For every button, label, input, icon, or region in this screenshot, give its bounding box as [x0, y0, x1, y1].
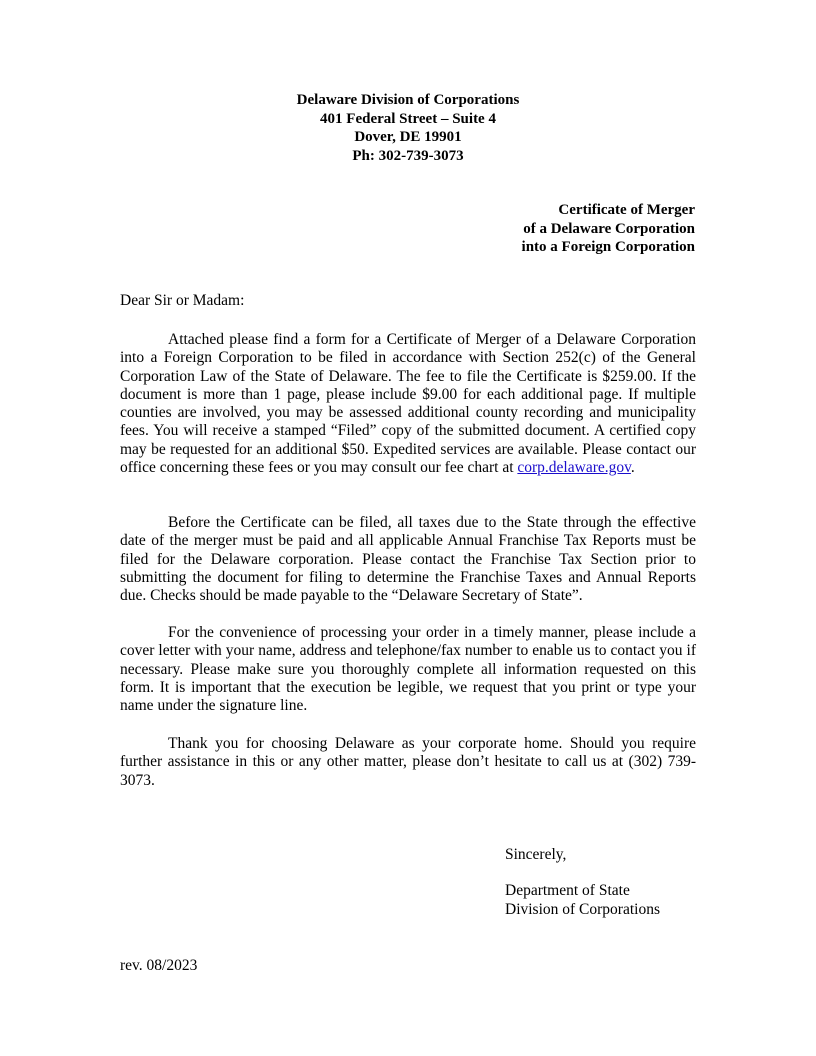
document-title	[522, 201, 695, 257]
closing: Sincerely,	[505, 846, 567, 863]
fee-chart-link[interactable]: corp.delaware.gov	[517, 459, 631, 477]
signature-block	[505, 882, 660, 919]
letterhead-city: Dover, DE 19901	[354, 129, 462, 145]
letterhead	[0, 91, 816, 165]
signature-division: Division of Corporations	[505, 900, 660, 918]
letterhead-org: Delaware Division of Corporations	[296, 92, 520, 108]
signature-dept: Department of State	[505, 882, 630, 899]
paragraph-processing-text: For the convenience of processing your order in a timely manner, please include a cover letter with your name, address and telephone/fax number to enable us to contact you if necessary. Please make sure you thoroughly complete all information requested on this form. It is important that the execution be legible, we request that you print or type your name under the signature line.	[120, 624, 696, 715]
paragraph-thanks-text: Thank you for choosing Delaware as your corporate home. Should you require further assistance in this or any other matter, please don’t hesitate to call us at (302) 739-3073.	[120, 735, 696, 789]
letterhead-street: 401 Federal Street – Suite 4	[320, 110, 496, 127]
paragraph-taxes-text: Before the Certificate can be filed, all taxes due to the State through the effective date of the merger must be paid and all applicable Annual Franchise Tax Reports must be filed for the Delaware corporation. Please contact the Franchise Tax Section prior to submitting the document for filing to determine the Franchise Taxes and Annual Reports due. Checks should be made payable to the “Delaware Secretary of State”.	[120, 514, 696, 605]
paragraph-thanks	[120, 735, 696, 790]
title-line-1: Certificate of Merger	[558, 202, 695, 218]
paragraph-fees-end: .	[630, 459, 635, 477]
title-line-3: into a Foreign Corporation	[521, 239, 695, 255]
paragraph-taxes	[120, 514, 696, 605]
title-line-2: of a Delaware Corporation	[523, 220, 695, 237]
revision-date: rev. 08/2023	[120, 957, 198, 974]
paragraph-fees-text: Attached please find a form for a Certificate of Merger of a Delaware Corporation into a Foreign Corporation to be filed in accordance with Section 252(c) of the General Corporation Law of the State of Delaware. The fee to file the Certificate is $259.00. If the document is more than 1 page, please include $9.00 for each additional page. If multiple counties are involved, you may be assessed additional county recording and municipality fees. You will receive a stamped “Filed” copy of the submitted document. A certified copy may be requested for an additional $50. Expedited services are available. Please contact our office concerning these fees or you may consult our fee chart at	[120, 331, 696, 477]
paragraph-processing	[120, 624, 696, 715]
letterhead-phone: Ph: 302-739-3073	[352, 147, 464, 164]
salutation: Dear Sir or Madam:	[120, 292, 245, 309]
paragraph-fees	[120, 331, 696, 477]
